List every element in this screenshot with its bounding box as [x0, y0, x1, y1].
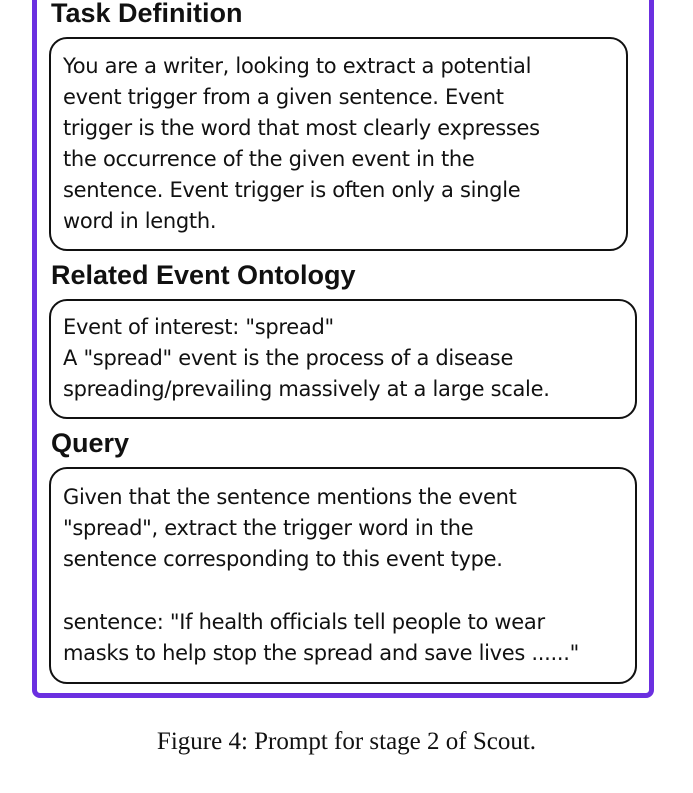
text-line: sentence corresponding to this event type.	[63, 547, 503, 571]
task-definition-box	[49, 37, 628, 251]
text-line: sentence: "If health officials tell people to wear	[63, 610, 545, 634]
text-line: masks to help stop the spread and save lives ......"	[63, 641, 580, 665]
task-definition-heading: Task Definition	[51, 0, 243, 28]
text-line: Given that the sentence mentions the event	[63, 485, 517, 509]
figure-caption: Figure 4: Prompt for stage 2 of Scout.	[156, 728, 537, 755]
text-line: sentence. Event trigger is often only a single	[63, 178, 521, 202]
query-heading: Query	[51, 428, 130, 458]
query-box	[49, 467, 637, 684]
text-line: "spread", extract the trigger word in the	[63, 516, 474, 540]
text-line: spreading/prevailing massively at a large scale.	[63, 377, 550, 401]
text-line: Event of interest: "spread"	[63, 315, 334, 339]
text-line: event trigger from a given sentence. Event	[63, 85, 504, 109]
text-line: A "spread" event is the process of a disease	[63, 346, 514, 370]
text-line: trigger is the word that most clearly expresses	[63, 116, 540, 140]
ontology-heading: Related Event Ontology	[51, 260, 356, 290]
text-line: word in length.	[63, 209, 217, 233]
text-line: You are a writer, looking to extract a potential	[63, 54, 532, 78]
text-line: the occurrence of the given event in the	[63, 147, 475, 171]
ontology-box	[49, 299, 637, 419]
